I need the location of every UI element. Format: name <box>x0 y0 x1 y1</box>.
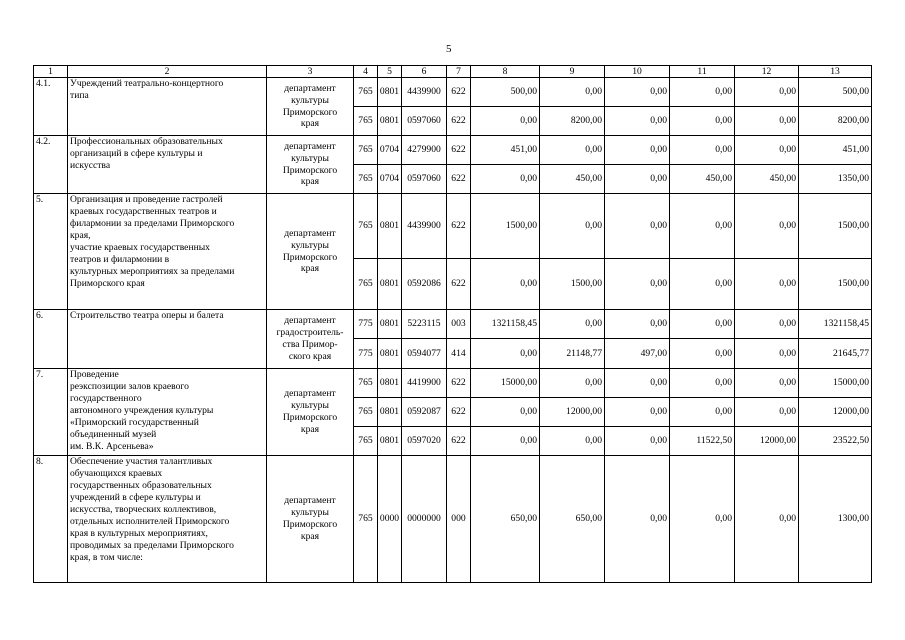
budget-code-cell: 765 <box>354 78 378 107</box>
amount-cell: 1500,00 <box>799 194 872 259</box>
column-header: 4 <box>354 66 378 78</box>
amount-cell: 15000,00 <box>799 369 872 398</box>
amount-cell: 0,00 <box>471 339 540 369</box>
budget-table <box>33 65 872 583</box>
budget-code-cell: 765 <box>354 369 378 398</box>
budget-code-cell: 622 <box>447 427 471 456</box>
amount-cell: 0,00 <box>735 259 799 310</box>
amount-cell: 0,00 <box>670 107 735 136</box>
item-number: 8. <box>34 456 68 583</box>
budget-code-cell: 765 <box>354 107 378 136</box>
amount-cell: 0,00 <box>471 398 540 427</box>
page-number: 5 <box>446 43 452 55</box>
table-row <box>34 136 872 165</box>
column-header: 3 <box>267 66 354 78</box>
amount-cell: 500,00 <box>799 78 872 107</box>
department: департамент культуры Приморского края <box>267 369 354 456</box>
amount-cell: 0,00 <box>670 456 735 583</box>
amount-cell: 0,00 <box>605 78 670 107</box>
budget-code-cell: 000 <box>447 456 471 583</box>
budget-code-cell: 0801 <box>378 259 402 310</box>
department: департамент культуры Приморского края <box>267 78 354 136</box>
amount-cell: 23522,50 <box>799 427 872 456</box>
amount-cell: 0,00 <box>540 310 605 339</box>
amount-cell: 0,00 <box>605 165 670 194</box>
budget-code-cell: 765 <box>354 398 378 427</box>
budget-code-cell: 414 <box>447 339 471 369</box>
budget-code-cell: 0801 <box>378 310 402 339</box>
amount-cell: 0,00 <box>735 398 799 427</box>
amount-cell: 0,00 <box>605 427 670 456</box>
amount-cell: 0,00 <box>735 456 799 583</box>
amount-cell: 8200,00 <box>540 107 605 136</box>
amount-cell: 0,00 <box>735 194 799 259</box>
amount-cell: 8200,00 <box>799 107 872 136</box>
column-header: 12 <box>735 66 799 78</box>
budget-code-cell: 0801 <box>378 427 402 456</box>
amount-cell: 0,00 <box>735 369 799 398</box>
amount-cell: 500,00 <box>471 78 540 107</box>
budget-code-cell: 0801 <box>378 398 402 427</box>
amount-cell: 650,00 <box>471 456 540 583</box>
department: департамент культуры Приморского края <box>267 194 354 310</box>
budget-code-cell: 765 <box>354 427 378 456</box>
budget-code-cell: 003 <box>447 310 471 339</box>
item-number: 6. <box>34 310 68 369</box>
budget-code-cell: 0704 <box>378 165 402 194</box>
item-description: Обеспечение участия талантливых обучающихся краевых государственных образовательных учреждений в сфере культуры и искусства, творческих коллективов, отдельных исполнителей Приморского края в культурных мероприятиях, проводимых за пределами Приморского края, в том числе: <box>68 456 267 583</box>
amount-cell: 0,00 <box>670 398 735 427</box>
budget-code-cell: 765 <box>354 259 378 310</box>
item-number: 4.2. <box>34 136 68 194</box>
amount-cell: 0,00 <box>735 310 799 339</box>
amount-cell: 0,00 <box>605 136 670 165</box>
budget-code-cell: 622 <box>447 107 471 136</box>
column-header: 10 <box>605 66 670 78</box>
column-header: 2 <box>68 66 267 78</box>
budget-code-cell: 4279900 <box>402 136 447 165</box>
department: департамент градостроитель- ства Примор- ского края <box>267 310 354 369</box>
column-header: 9 <box>540 66 605 78</box>
item-description: Проведение реэкспозиции залов краевого государственного автономного учреждения культуры «Приморский государственный объединенный музей им. В.К. Арсеньева» <box>68 369 267 456</box>
amount-cell: 21645,77 <box>799 339 872 369</box>
amount-cell: 650,00 <box>540 456 605 583</box>
amount-cell: 0,00 <box>670 194 735 259</box>
budget-code-cell: 622 <box>447 369 471 398</box>
amount-cell: 0,00 <box>471 165 540 194</box>
amount-cell: 15000,00 <box>471 369 540 398</box>
amount-cell: 497,00 <box>605 339 670 369</box>
budget-code-cell: 622 <box>447 136 471 165</box>
column-header: 5 <box>378 66 402 78</box>
amount-cell: 450,00 <box>540 165 605 194</box>
budget-code-cell: 0801 <box>378 369 402 398</box>
column-header: 7 <box>447 66 471 78</box>
amount-cell: 0,00 <box>540 136 605 165</box>
budget-code-cell: 0597060 <box>402 165 447 194</box>
amount-cell: 0,00 <box>605 194 670 259</box>
amount-cell: 12000,00 <box>735 427 799 456</box>
amount-cell: 0,00 <box>605 107 670 136</box>
amount-cell: 0,00 <box>540 427 605 456</box>
amount-cell: 451,00 <box>799 136 872 165</box>
budget-code-cell: 0592087 <box>402 398 447 427</box>
budget-code-cell: 5223115 <box>402 310 447 339</box>
item-description: Строительство театра оперы и балета <box>68 310 267 369</box>
budget-code-cell: 622 <box>447 194 471 259</box>
header-row <box>34 66 872 78</box>
amount-cell: 0,00 <box>735 78 799 107</box>
amount-cell: 21148,77 <box>540 339 605 369</box>
budget-code-cell: 0594077 <box>402 339 447 369</box>
column-header: 13 <box>799 66 872 78</box>
budget-code-cell: 4419900 <box>402 369 447 398</box>
amount-cell: 0,00 <box>540 78 605 107</box>
amount-cell: 1300,00 <box>799 456 872 583</box>
column-header: 1 <box>34 66 68 78</box>
column-header: 11 <box>670 66 735 78</box>
amount-cell: 0,00 <box>540 194 605 259</box>
amount-cell: 0,00 <box>670 78 735 107</box>
budget-code-cell: 622 <box>447 259 471 310</box>
budget-code-cell: 0801 <box>378 194 402 259</box>
budget-code-cell: 775 <box>354 310 378 339</box>
amount-cell: 0,00 <box>605 456 670 583</box>
budget-code-cell: 622 <box>447 165 471 194</box>
item-number: 4.1. <box>34 78 68 136</box>
table-row <box>34 310 872 339</box>
amount-cell: 0,00 <box>605 259 670 310</box>
item-number: 5. <box>34 194 68 310</box>
budget-code-cell: 765 <box>354 165 378 194</box>
amount-cell: 12000,00 <box>540 398 605 427</box>
amount-cell: 0,00 <box>735 339 799 369</box>
item-description: Профессиональных образовательных организаций в сфере культуры и искусства <box>68 136 267 194</box>
amount-cell: 0,00 <box>605 369 670 398</box>
amount-cell: 451,00 <box>471 136 540 165</box>
amount-cell: 0,00 <box>605 398 670 427</box>
budget-code-cell: 0801 <box>378 107 402 136</box>
budget-code-cell: 775 <box>354 339 378 369</box>
table-row <box>34 456 872 583</box>
amount-cell: 450,00 <box>670 165 735 194</box>
budget-code-cell: 0801 <box>378 78 402 107</box>
table-row <box>34 78 872 107</box>
budget-code-cell: 765 <box>354 136 378 165</box>
amount-cell: 1321158,45 <box>471 310 540 339</box>
budget-code-cell: 4439900 <box>402 194 447 259</box>
amount-cell: 12000,00 <box>799 398 872 427</box>
amount-cell: 1321158,45 <box>799 310 872 339</box>
budget-code-cell: 0597060 <box>402 107 447 136</box>
budget-code-cell: 0592086 <box>402 259 447 310</box>
budget-code-cell: 0597020 <box>402 427 447 456</box>
column-header: 6 <box>402 66 447 78</box>
amount-cell: 11522,50 <box>670 427 735 456</box>
item-number: 7. <box>34 369 68 456</box>
budget-code-cell: 0000000 <box>402 456 447 583</box>
budget-code-cell: 622 <box>447 398 471 427</box>
amount-cell: 1350,00 <box>799 165 872 194</box>
budget-code-cell: 4439900 <box>402 78 447 107</box>
amount-cell: 0,00 <box>540 369 605 398</box>
amount-cell: 0,00 <box>670 310 735 339</box>
budget-code-cell: 0801 <box>378 339 402 369</box>
budget-code-cell: 622 <box>447 78 471 107</box>
amount-cell: 0,00 <box>735 136 799 165</box>
item-description: Организация и проведение гастролей краевых государственных театров и филармонии за пределами Приморского края, участие краевых государственных театров и филармонии в культурных мероприятиях за пределами Приморского края <box>68 194 267 310</box>
amount-cell: 0,00 <box>605 310 670 339</box>
amount-cell: 450,00 <box>735 165 799 194</box>
amount-cell: 1500,00 <box>799 259 872 310</box>
amount-cell: 0,00 <box>471 107 540 136</box>
budget-code-cell: 765 <box>354 194 378 259</box>
amount-cell: 0,00 <box>670 136 735 165</box>
amount-cell: 0,00 <box>471 259 540 310</box>
department: департамент культуры Приморского края <box>267 136 354 194</box>
amount-cell: 0,00 <box>670 369 735 398</box>
amount-cell: 0,00 <box>735 107 799 136</box>
budget-code-cell: 0000 <box>378 456 402 583</box>
table-row <box>34 194 872 259</box>
column-header: 8 <box>471 66 540 78</box>
table-row <box>34 369 872 398</box>
budget-code-cell: 0704 <box>378 136 402 165</box>
amount-cell: 1500,00 <box>540 259 605 310</box>
department: департамент культуры Приморского края <box>267 456 354 583</box>
amount-cell: 1500,00 <box>471 194 540 259</box>
amount-cell: 0,00 <box>670 259 735 310</box>
budget-code-cell: 765 <box>354 456 378 583</box>
amount-cell: 0,00 <box>471 427 540 456</box>
amount-cell: 0,00 <box>670 339 735 369</box>
item-description: Учреждений театрально-концертного типа <box>68 78 267 136</box>
